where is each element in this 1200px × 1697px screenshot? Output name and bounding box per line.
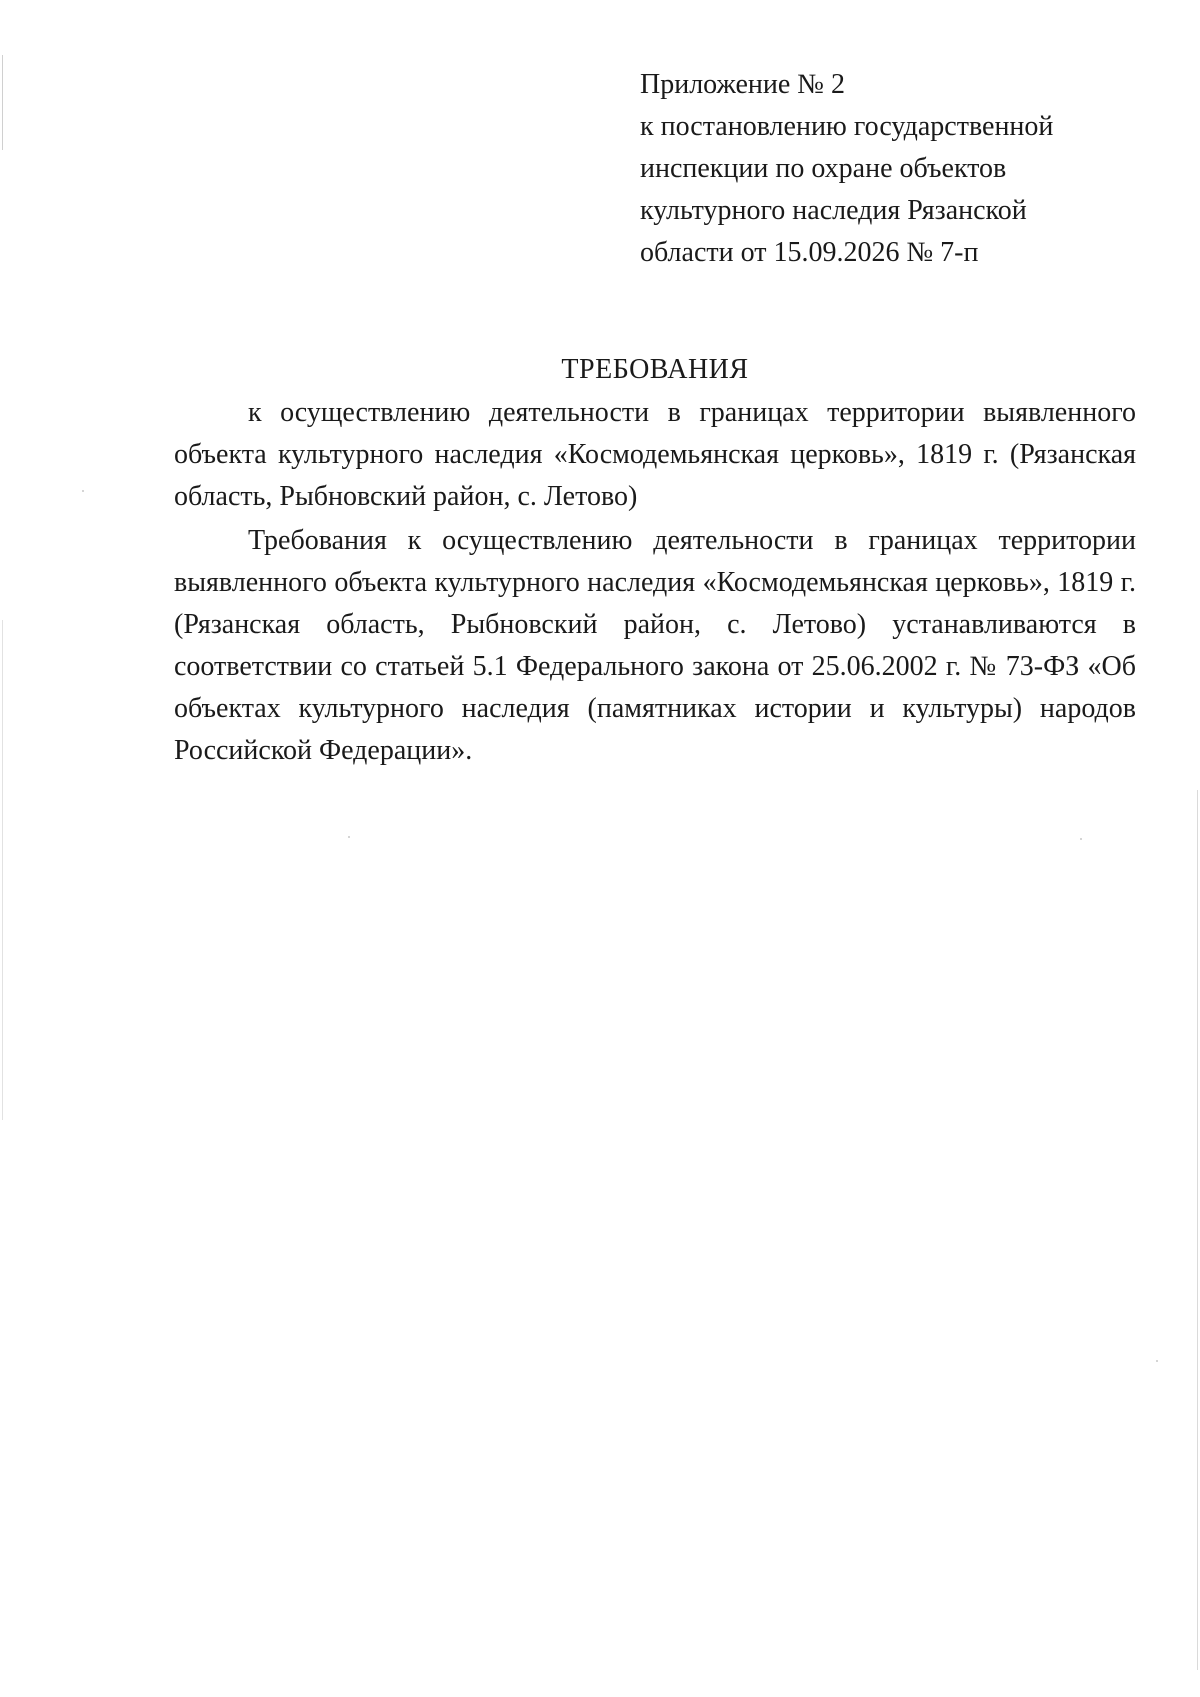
scan-artifact-left-top [2, 55, 3, 150]
document-body-paragraph: Требования к осуществлению деятельности в границах территории выявленного объекта культурного наследия «Космодемьянская церковь», 1819 г. (Рязанская область, Рыбновский район, с. Летово) устанавливаются в соответствии со статьей 5.1 Федерального закона от 25.06.2002 г. № 73-ФЗ «Об объектах культурного наследия (памятниках истории и культуры) народов Российской Федерации». [174, 525, 1136, 766]
scan-artifact-left-bottom [2, 620, 3, 1120]
scan-speck [1080, 838, 1082, 840]
scan-speck [1156, 1360, 1158, 1362]
scan-speck [348, 836, 350, 838]
scan-speck [82, 490, 84, 492]
annex-line-5: области от 15.09.2026 № 7-п [640, 237, 979, 268]
scan-artifact-right [1197, 790, 1198, 1670]
document-subtitle: к осуществлению деятельности в границах территории выявленного объекта культурного наследия «Космодемьянская церковь», 1819 г. (Рязанская область, Рыбновский район, с. Летово) [174, 397, 1136, 512]
annex-line-2: к постановлению государственной [640, 111, 1054, 142]
annex-line-4: культурного наследия Рязанской [640, 195, 1027, 226]
annex-header [640, 64, 1160, 274]
annex-line-1: Приложение № 2 [640, 69, 845, 100]
annex-line-3: инспекции по охране объектов [640, 153, 1007, 184]
document-title: ТРЕБОВАНИЯ [561, 354, 749, 385]
